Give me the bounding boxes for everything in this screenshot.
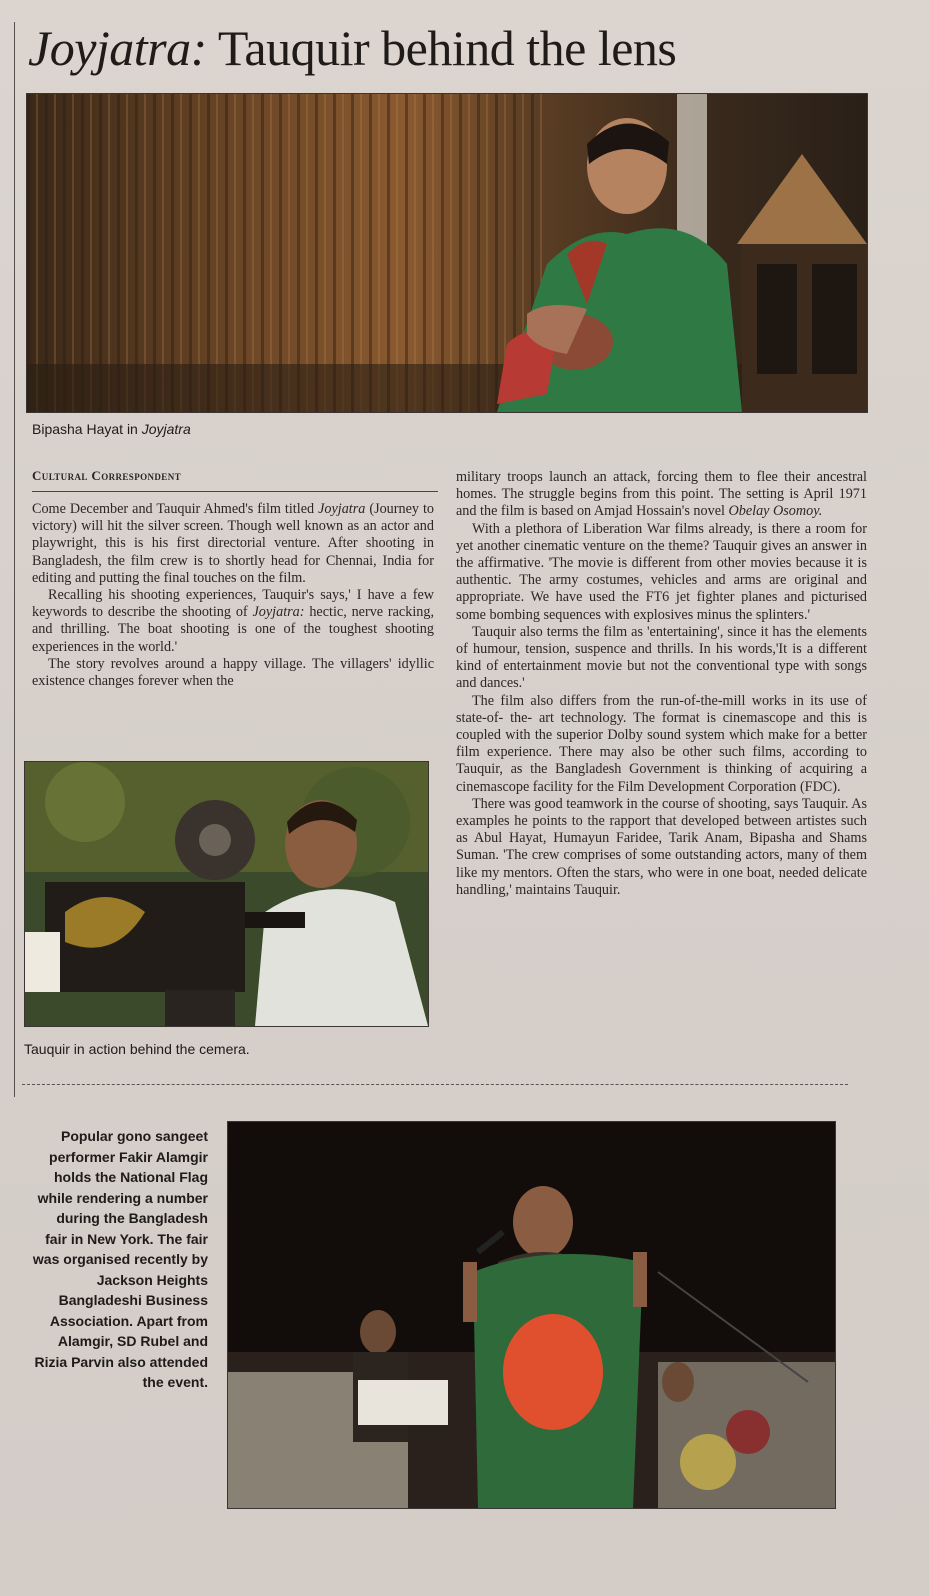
headline	[28, 14, 908, 82]
paragraph-6: Tauquir also terms the film as 'entertaining', since it has the elements of humour, tension, suspence and thrills. In his words,'It is a different kind of entertainment movie but not the conventional type with songs and dances.'	[456, 623, 867, 692]
p2-text-a: Recalling his shooting experiences, Tauquir's says,' I have a few keywords to describe the shooting of	[32, 587, 434, 621]
p4-novel-title: Obelay Osomoy.	[728, 503, 823, 520]
p1-title: Joyjatra	[318, 501, 366, 517]
paragraph-8: There was good teamwork in the course of shooting, says Tauquir. As examples he points to the rapport that developed between artistes such as Abul Hayat, Humayun Faridee, Tarik Anam, Bipasha and Shams Suman. 'The crew comprises of some outstanding actors, many of them like my mentors. Often the stars, who were in one boat, needed delicate handling,' maintains Tauquir.	[456, 795, 867, 898]
p2-title: Joyjatra:	[252, 604, 305, 621]
top-caption-text: Bipasha Hayat in	[32, 421, 142, 437]
article-column-left	[32, 501, 434, 690]
paragraph-7: The film also differs from the run-of-the-mill works in its use of state-of- the- art technology. The format is cinemascope and this is coupled with the superior Dolby sound system which make for a better film experience. There may also be other such films, according to Tauquir, as the Bangladesh Government is thinking of acquiring a cinemascope facility for the Film Development Corporation (FDC).	[456, 692, 867, 795]
byline: Cultural Correspondent	[32, 468, 182, 483]
section-divider	[22, 1084, 848, 1085]
paragraph-2	[32, 587, 434, 656]
article-column-right	[456, 469, 867, 899]
p2-text-b: hectic, nerve racking, and thrilling. The boat shooting is one of the toughest shooting experiences in the world.'	[32, 604, 434, 655]
camera-photo-caption: Tauquir in action behind the cemera.	[24, 1041, 250, 1057]
headline-rest: Tauquir behind the lens	[206, 20, 677, 76]
paragraph-1	[32, 501, 434, 587]
concert-photo-caption: Popular gono sangeet performer Fakir Alamgir holds the National Flag while rendering a number during the Bangladesh fair in New York. The fair was organised recently by Jackson Heights Bangladeshi Business Association. Apart from Alamgir, SD Rubel and Rizia Parvin also attended the event.	[32, 1128, 208, 1390]
p1-text-b: (Journey to victory) will hit the silver screen. Though well known as an actor and playwright, this is his first directorial venture. After shooting in Bangladesh, the film crew is to shortly head for Chennai, India for editing and putting the final touches on the film.	[32, 501, 435, 586]
camera-photo	[24, 761, 429, 1027]
top-caption-title: Joyjatra	[141, 421, 191, 437]
concert-photo	[227, 1121, 836, 1509]
column-rule	[14, 22, 15, 1097]
headline-film-title: Joyjatra:	[28, 20, 207, 76]
byline-rule	[32, 491, 438, 492]
paragraph-5: With a plethora of Liberation War films already, is there a room for yet another cinematic venture on the theme? Tauquir gives an answer in the affirmative. 'The movie is different from other movies because it is authentic. The army costumes, vehicles and arms are original and appropriate. We have used the FT6 jet fighter planes and picturised some bombing sequences with explosives minus the splinters.'	[456, 520, 867, 623]
paragraph-3: The story revolves around a happy village. The villagers' idyllic existence changes forever when the	[32, 655, 434, 690]
p1-text-a: Come December and Tauquir Ahmed's film titled	[32, 501, 319, 517]
top-photo-caption	[32, 421, 191, 437]
film-still-photo	[26, 93, 868, 413]
p4-text: military troops launch an attack, forcing them to flee their ancestral homes. The struggle begins from this point. The setting is April 1971 and the film is based on Amjad Hossain's novel	[456, 469, 867, 520]
paragraph-4	[456, 469, 867, 521]
